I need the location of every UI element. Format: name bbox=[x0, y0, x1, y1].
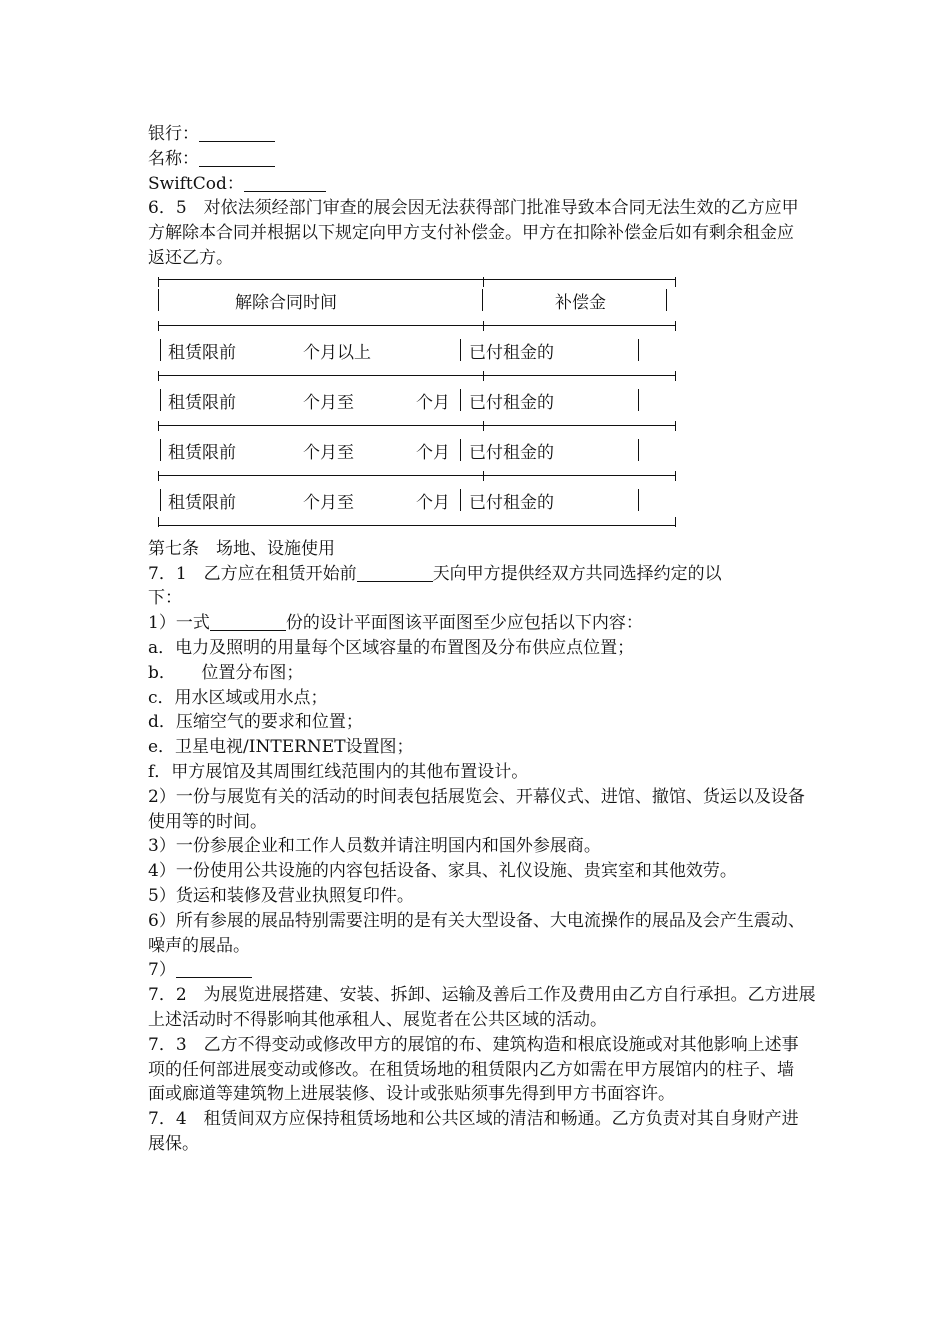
table-cell: 租赁限前 bbox=[168, 392, 236, 413]
table-tick bbox=[158, 471, 160, 481]
table-tick bbox=[675, 371, 677, 381]
item-7-blank bbox=[176, 961, 252, 978]
sub-item-f: f．甲方展馆及其周围红线范围内的其他布置设计。 bbox=[148, 761, 529, 782]
table-tick bbox=[158, 321, 160, 331]
table-rule bbox=[158, 279, 676, 280]
table-cell: 个月以上 bbox=[303, 342, 371, 363]
clause-7-3: 7．3 乙方不得变动或修改甲方的展馆的布、建筑构造和根底设施或对其他影响上述事项的任何部进展变动或修改。在租赁场地的租赁限内乙方如需在甲方展馆内的柱子、墙面或廊道等建筑物上进展装修、设计或张贴须事先得到甲方书面容许。 bbox=[148, 1034, 799, 1105]
table-rule bbox=[158, 525, 676, 526]
name-blank bbox=[199, 150, 275, 167]
table-cell: 已付租金的 bbox=[469, 492, 554, 513]
table-tick bbox=[675, 321, 677, 331]
clause-7-1-text: 7．1 乙方应在租赁开始前 bbox=[148, 563, 357, 584]
table-border bbox=[460, 439, 461, 461]
swift-label: SwiftCod： bbox=[148, 173, 244, 194]
table-border bbox=[160, 339, 161, 361]
swift-blank bbox=[244, 175, 326, 192]
name-label: 名称： bbox=[148, 148, 199, 169]
table-cell: 已付租金的 bbox=[469, 342, 554, 363]
table-tick bbox=[158, 517, 160, 527]
table-border bbox=[638, 389, 639, 411]
article-7-title: 第七条 场地、设施使用 bbox=[148, 538, 335, 559]
table-border bbox=[638, 439, 639, 461]
table-cell: 个月 bbox=[416, 492, 450, 513]
table-border bbox=[160, 439, 161, 461]
table-cell: 个月 bbox=[416, 442, 450, 463]
item-7 bbox=[148, 958, 828, 983]
bank-blank bbox=[199, 125, 275, 142]
item-3: 3）一份参展企业和工作人员数并请注明国内和国外参展商。 bbox=[148, 836, 601, 857]
clause-7-1-line2: 下： bbox=[148, 588, 182, 609]
bank-label: 银行： bbox=[148, 124, 199, 144]
item-1-text: 份的设计平面图该平面图至少应包括以下内容： bbox=[285, 613, 643, 634]
table-tick bbox=[158, 277, 160, 287]
item-5: 5）货运和装修及营业执照复印件。 bbox=[148, 885, 414, 906]
swift-line bbox=[148, 172, 828, 197]
table-tick bbox=[483, 321, 485, 331]
table-rule bbox=[158, 325, 676, 326]
table-rule bbox=[158, 375, 676, 376]
document-page bbox=[148, 122, 828, 1157]
item-1 bbox=[148, 611, 828, 636]
table-tick bbox=[158, 421, 160, 431]
name-line bbox=[148, 147, 828, 172]
clause-7-4: 7．4 租赁间双方应保持租赁场地和公共区域的清洁和畅通。乙方负责对其自身财产进展保。 bbox=[148, 1109, 799, 1154]
table-tick bbox=[675, 421, 677, 431]
table-border bbox=[460, 339, 461, 361]
clause-7-1-text: 天向甲方提供经双方共同选择约定的以 bbox=[432, 563, 722, 584]
table-cell: 个月至 bbox=[303, 442, 354, 463]
header-termination-time: 解除合同时间 bbox=[235, 292, 337, 313]
clause-6-5: 6．5 对依法须经部门审查的展会因无法获得部门批准导致本合同无法生效的乙方应甲方解除本合同并根据以下规定向甲方支付补偿金。甲方在扣除补偿金后如有剩余租金应返还乙方。 bbox=[148, 198, 799, 268]
table-cell: 个月至 bbox=[303, 492, 354, 513]
table-border bbox=[482, 289, 483, 311]
table-border bbox=[460, 389, 461, 411]
bank-line bbox=[148, 122, 828, 147]
table-cell: 租赁限前 bbox=[168, 442, 236, 463]
clause-7-2: 7．2 为展览进展搭建、安装、拆卸、运输及善后工作及费用由乙方自行承担。乙方进展上述活动时不得影响其他承租人、展览者在公共区域的活动。 bbox=[148, 985, 816, 1030]
table-border bbox=[638, 339, 639, 361]
sub-item-a: a．电力及照明的用量每个区域容量的布置图及分布供应点位置； bbox=[148, 637, 635, 658]
table-tick bbox=[675, 277, 677, 287]
item-1-text: 1）一式 bbox=[148, 613, 210, 634]
table-tick bbox=[483, 471, 485, 481]
compensation-table bbox=[148, 277, 678, 533]
table-cell: 租赁限前 bbox=[168, 492, 236, 513]
item-6: 6）所有参展的展品特别需要注明的是有关大型设备、大电流操作的展品及会产生震动、噪声的展品。 bbox=[148, 910, 805, 956]
table-rule bbox=[158, 475, 676, 476]
sub-item-c: c．用水区域或用水点； bbox=[148, 687, 328, 708]
table-cell: 个月 bbox=[416, 392, 450, 413]
sub-item-d: d．压缩空气的要求和位置； bbox=[148, 712, 363, 733]
table-border bbox=[666, 289, 667, 311]
table-border bbox=[638, 489, 639, 511]
table-tick bbox=[675, 471, 677, 481]
table-rule bbox=[158, 425, 676, 426]
sub-item-e: e．卫星电视/INTERNET设置图； bbox=[148, 737, 414, 758]
table-tick bbox=[158, 371, 160, 381]
clause-7-1-line1 bbox=[148, 562, 828, 587]
table-cell: 已付租金的 bbox=[469, 392, 554, 413]
table-border bbox=[160, 489, 161, 511]
table-border bbox=[160, 389, 161, 411]
days-blank bbox=[357, 565, 433, 582]
table-cell: 租赁限前 bbox=[168, 342, 236, 363]
table-border bbox=[158, 289, 159, 311]
table-cell: 已付租金的 bbox=[469, 442, 554, 463]
item-2: 2）一份与展览有关的活动的时间表包括展览会、开幕仪式、进馆、撤馆、货运以及设备使用等的时间。 bbox=[148, 786, 805, 832]
item-7-text: 7） bbox=[148, 960, 176, 981]
table-tick bbox=[483, 421, 485, 431]
table-cell: 个月至 bbox=[303, 392, 354, 413]
table-tick bbox=[483, 277, 485, 287]
header-compensation: 补偿金 bbox=[555, 292, 606, 313]
sub-item-b: b． 位置分布图； bbox=[148, 662, 304, 683]
table-tick bbox=[483, 371, 485, 381]
copies-blank bbox=[210, 614, 286, 631]
table-tick bbox=[675, 517, 677, 527]
item-4: 4）一份使用公共设施的内容包括设备、家具、礼仪设施、贵宾室和其他效劳。 bbox=[148, 861, 737, 882]
table-border bbox=[460, 489, 461, 511]
